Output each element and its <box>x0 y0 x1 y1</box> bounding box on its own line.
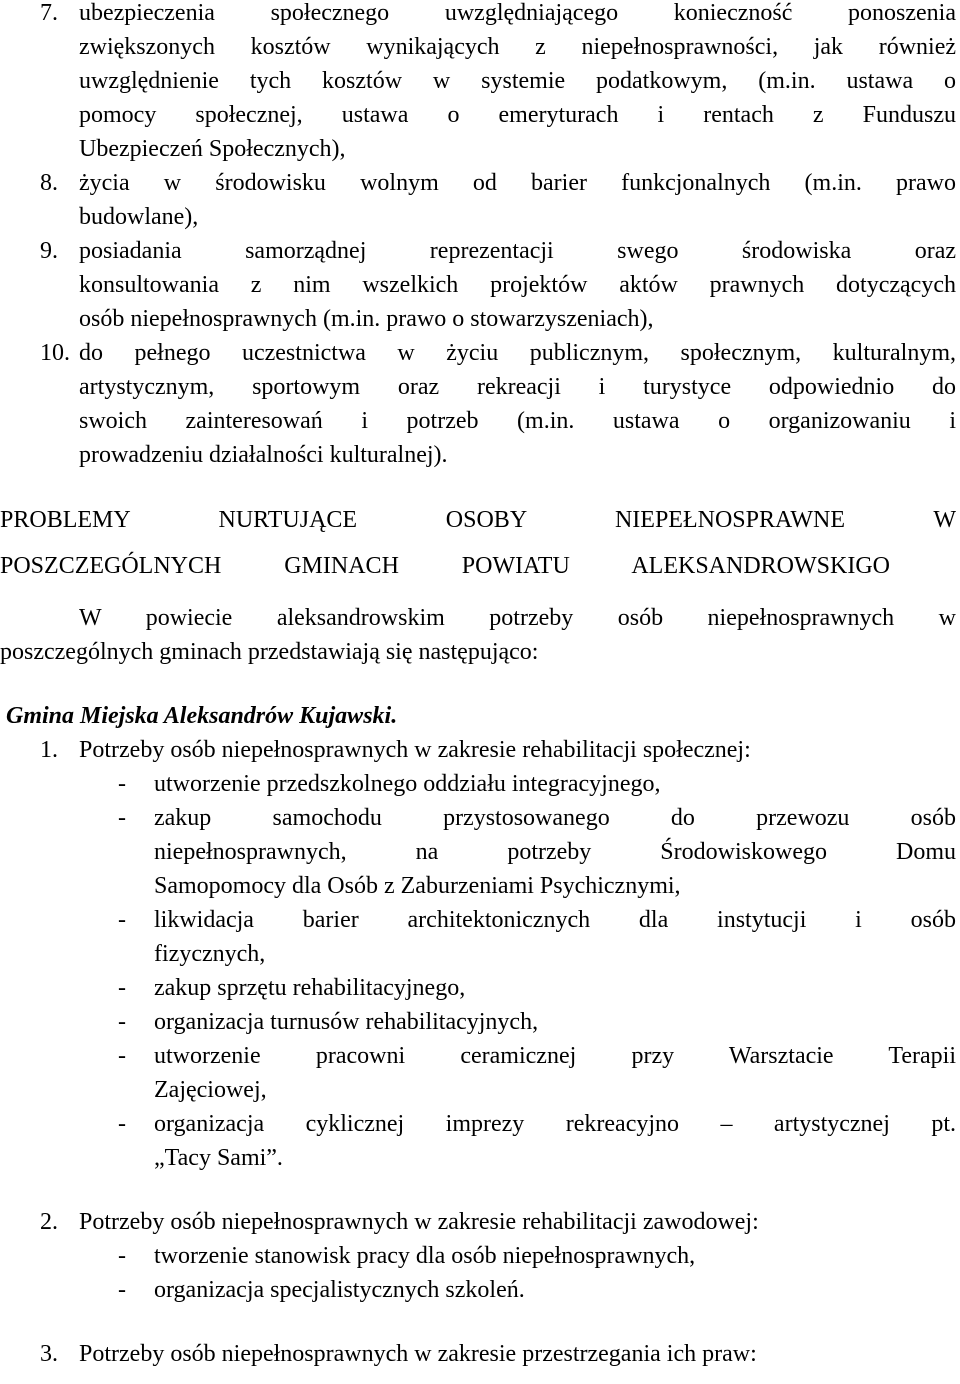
section-title-text: Potrzeby osób niepełnosprawnych w zakresie rehabilitacji społecznej: <box>79 737 751 763</box>
text-line: do pełnego uczestnictwa w życiu publicznym, społecznym, kulturalnym, <box>79 340 956 366</box>
text-line: swoich zainteresowań i potrzeb (m.in. ustawa o organizowaniu i <box>79 408 956 434</box>
needs-section <box>0 733 960 1175</box>
section-title <box>0 733 960 767</box>
dash-bullet: - <box>118 1243 126 1269</box>
list-item <box>0 336 960 472</box>
text-line: konsultowania z nim wszelkich projektów aktów prawnych dotyczących <box>79 272 956 298</box>
text-line: W powiecie aleksandrowskim potrzeby osób niepełnosprawnych w <box>79 605 956 631</box>
list-item-number: 10. <box>40 340 70 366</box>
list-item <box>0 1005 960 1039</box>
dash-bullet: - <box>118 1043 126 1069</box>
dash-bullet: - <box>118 1277 126 1303</box>
dash-bullet: - <box>118 1111 126 1137</box>
section-number: 1. <box>40 737 58 763</box>
text-line: życia w środowisku wolnym od barier funkcjonalnych (m.in. prawo <box>79 170 956 196</box>
needs-section <box>0 1337 960 1371</box>
section-title-text: Potrzeby osób niepełnosprawnych w zakresie rehabilitacji zawodowej: <box>79 1209 759 1235</box>
text-line: poszczególnych gminach przedstawiają się następująco: <box>0 639 539 665</box>
text-line: Samopomocy dla Osób z Zaburzeniami Psychicznymi, <box>154 873 681 899</box>
text-line: budowlane), <box>79 204 199 230</box>
text-line: fizycznych, <box>154 941 266 967</box>
text-line: zakup sprzętu rehabilitacyjnego, <box>154 975 466 1001</box>
text-line: organizacja cyklicznej imprezy rekreacyjno – artystycznej pt. <box>154 1111 956 1137</box>
list-item <box>0 903 960 971</box>
text-line: utworzenie pracowni ceramicznej przy Warsztacie Terapii <box>154 1043 956 1069</box>
text-line: zwiększonych kosztów wynikających z niepełnosprawności, jak również <box>79 34 956 60</box>
list-item-number: 8. <box>40 170 58 196</box>
list-item <box>0 801 960 903</box>
list-item <box>0 767 960 801</box>
text-line: zakup samochodu przystosowanego do przewozu osób <box>154 805 956 831</box>
section-number: 3. <box>40 1341 58 1367</box>
dash-bullet: - <box>118 1009 126 1035</box>
section-title <box>0 1205 960 1239</box>
gmina-title: Gmina Miejska Aleksandrów Kujawski. <box>6 703 398 729</box>
spacer <box>0 1175 960 1205</box>
text-line: prowadzeniu działalności kulturalnej). <box>79 442 448 468</box>
section-number: 2. <box>40 1209 58 1235</box>
list-item-number: 9. <box>40 238 58 264</box>
list-item <box>0 1273 960 1307</box>
intro-paragraph <box>0 601 956 669</box>
text-line: likwidacja barier architektonicznych dla instytucji i osób <box>154 907 956 933</box>
list-item <box>0 971 960 1005</box>
section-heading: PROBLEMY NURTUJĄCE OSOBY NIEPEŁNOSPRAWNE W <box>0 507 956 533</box>
list-item-number: 7. <box>40 0 58 26</box>
list-item <box>0 0 960 166</box>
spacer <box>0 1307 960 1337</box>
text-line: posiadania samorządnej reprezentacji swego środowiska oraz <box>79 238 956 264</box>
text-line: organizacja specjalistycznych szkoleń. <box>154 1277 525 1303</box>
text-line: osób niepełnosprawnych (m.in. prawo o stowarzyszeniach), <box>79 306 654 332</box>
text-line: „Tacy Sami”. <box>154 1145 283 1171</box>
text-line: tworzenie stanowisk pracy dla osób niepełnosprawnych, <box>154 1243 696 1269</box>
dash-bullet: - <box>118 975 126 1001</box>
list-item <box>0 234 960 336</box>
text-line: niepełnosprawnych, na potrzeby Środowiskowego Domu <box>154 839 956 865</box>
list-item <box>0 166 960 234</box>
dash-bullet: - <box>118 771 126 797</box>
text-line: pomocy społecznej, ustawa o emeryturach i rentach z Funduszu <box>79 102 956 128</box>
list-item <box>0 1039 960 1107</box>
dash-bullet: - <box>118 907 126 933</box>
list-item <box>0 1107 960 1175</box>
text-line: utworzenie przedszkolnego oddziału integracyjnego, <box>154 771 661 797</box>
text-line: artystycznym, sportowym oraz rekreacji i turystyce odpowiednio do <box>79 374 956 400</box>
section-title <box>0 1337 960 1371</box>
text-line: ubezpieczenia społecznego uwzględniającego konieczność ponoszenia <box>79 0 956 26</box>
text-line: Zajęciowej, <box>154 1077 267 1103</box>
dash-bullet: - <box>118 805 126 831</box>
needs-section <box>0 1205 960 1307</box>
list-item <box>0 1239 960 1273</box>
section-title-text: Potrzeby osób niepełnosprawnych w zakresie przestrzegania ich praw: <box>79 1341 757 1367</box>
text-line: uwzględnienie tych kosztów w systemie podatkowym, (m.in. ustawa o <box>79 68 956 94</box>
rights-list <box>0 0 960 472</box>
text-line: organizacja turnusów rehabilitacyjnych, <box>154 1009 539 1035</box>
section-heading-line2: POSZCZEGÓLNYCH GMINACH POWIATU ALEKSANDROWSKIGO <box>0 553 890 579</box>
text-line: Ubezpieczeń Społecznych), <box>79 136 346 162</box>
